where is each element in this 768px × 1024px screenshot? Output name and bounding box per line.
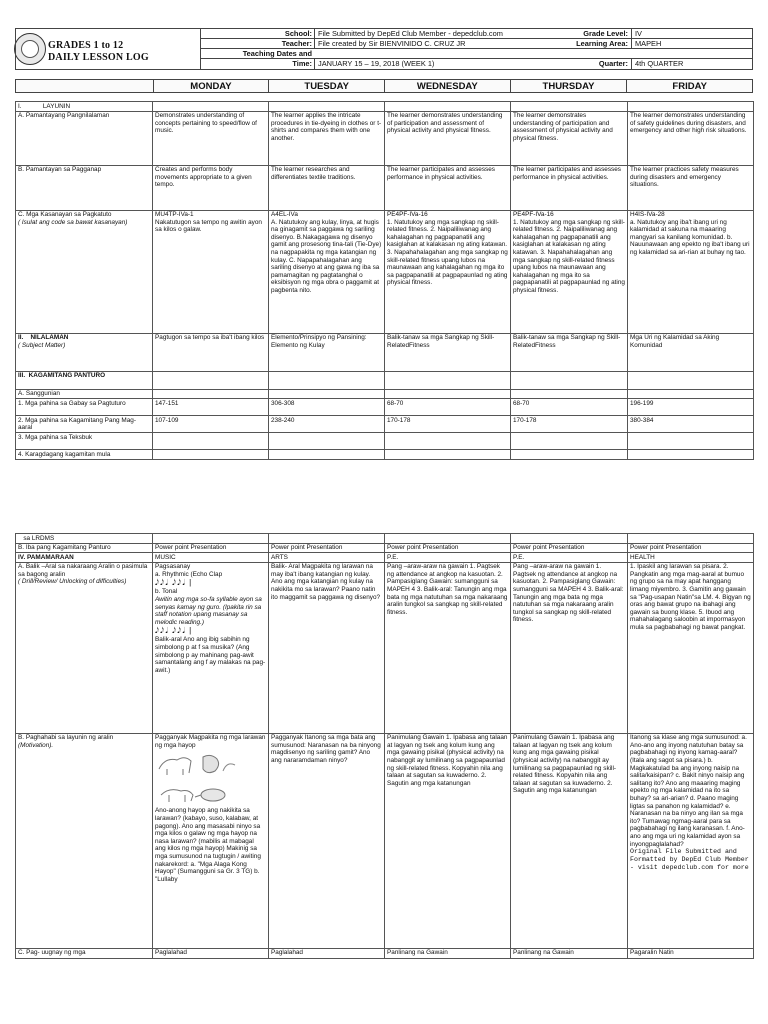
presentation-friday: Pagaralin Natin	[628, 948, 754, 958]
competency-text: a. Natutukoy ang iba't ibang uri ng kalamidad at sakuna na maaaring mangyari sa kanilang komunidad. b. Nauunawaan ang epekto ng iba't ibang uri ng kalamidad sa ari-rian at buhay ng tao.	[630, 218, 750, 257]
rhythm-notation: 𝅘𝅥𝅮𝅘𝅥𝅮𝅘𝅥 𝅘𝅥𝅮𝅘𝅥𝅮𝅘𝅥 |	[155, 578, 193, 588]
gabay-pages-wednesday: 68-70	[385, 399, 511, 416]
lm-pages-wednesday: 170-178	[385, 416, 511, 433]
other-materials-wednesday: Power point Presentation	[385, 543, 511, 553]
empty-cell	[628, 450, 754, 460]
content-standard-tuesday: The learner applies the intricate procedures in tie-dyeing in clothes or t-shirts and compares them with one another.	[269, 111, 385, 165]
empty-cell	[385, 433, 511, 450]
empty-cell	[385, 534, 511, 544]
area-label: Learning Area:	[576, 39, 628, 48]
gabay-label: 1. Mga pahina sa Gabay sa Pagtuturo	[16, 399, 153, 416]
header-rule	[200, 38, 752, 39]
review-thursday: Pang –araw-araw na gawain 1. Pagtsek ng attendance at angkop na kasuotan. 2. Pampasiglang Gawain: sumangguni sa MAPEH 4 3. Balik-aral: Tanungin ang mga bata ng mga natutuhan sa mga nakaraang aralin tungkol sa sangkap ng skill-related fitness.	[511, 562, 628, 733]
lesson-table-top	[15, 101, 754, 460]
dates-value: JANUARY 15 – 19, 2018 (WEEK 1)	[314, 59, 584, 69]
day-thursday: THURSDAY	[510, 80, 627, 92]
title-line-1: GRADES 1 to 12	[48, 40, 124, 51]
table-row	[16, 534, 754, 544]
table-row	[16, 553, 754, 563]
subject-matter-wednesday: Balik-tanaw sa mga Sangkap ng Skill-RelatedFitness	[385, 333, 511, 371]
balik-aral-note: ( Drill/Review/ Unlocking of difficulties)	[18, 578, 127, 586]
header-rule	[200, 58, 752, 59]
subject-matter-tuesday: Elemento/Prinsipyo ng Pansining: Elemento ng Kulay	[269, 333, 385, 371]
table-row	[16, 333, 754, 371]
school-value: File Submitted by DepEd Club Member - depedclub.com	[314, 29, 584, 39]
empty-cell	[385, 371, 511, 389]
grade-label: Grade Level:	[583, 29, 628, 38]
empty-cell	[153, 102, 269, 112]
gabay-pages-tuesday: 306-308	[269, 399, 385, 416]
empty-cell	[628, 389, 754, 399]
table-row	[16, 210, 754, 333]
motivation-friday	[628, 733, 754, 948]
competency-code: MU4TP-IVa-1	[155, 211, 194, 219]
melodic-notation: 𝅘𝅥𝅮𝅘𝅥𝅮𝅘𝅥 𝅘𝅥𝅮𝅘𝅥𝅮𝅘𝅥 |	[155, 626, 193, 636]
review-drill-title: Pagsasanay	[155, 563, 191, 571]
gabay-pages-friday: 196-199	[628, 399, 754, 416]
table-row	[16, 371, 754, 389]
lm-pages-monday: 107-109	[153, 416, 269, 433]
header-info-box	[15, 28, 753, 70]
empty-cell	[511, 102, 628, 112]
day-header-row	[15, 79, 753, 93]
presentation-tuesday: Paglalahad	[269, 948, 385, 958]
subject-friday: HEALTH	[628, 553, 754, 563]
content-standard-monday: Demonstrates understanding of concepts pertaining to speed/flow of music.	[153, 111, 269, 165]
teacher-value: File created by Sir BIENVINIDO C. CRUZ JR	[314, 39, 584, 49]
empty-cell	[628, 102, 754, 112]
animal-drawing-icon	[155, 751, 237, 777]
dates-label-1: Teaching Dates and	[242, 49, 312, 58]
content-standard-thursday: The learner demonstrates understanding of participation and assessment of physical activity and physical fitness.	[511, 111, 628, 165]
empty-cell	[269, 371, 385, 389]
competency-text: 1. Natutukoy ang mga sangkap ng skill-related fitness. 2. Naipaliliwanag ang kahalagahan ng pagpapanatili ang kasiglahan at kalakasan ng ating katawan. 3. Napahahalagahan ang mga sangkap ng skill-related fitness upang lubos na maunawaan ang kahalagahan ng mga ito sa pagpapanatili at pagpapaunlad ng ating physical fitness.	[387, 218, 508, 287]
competency-code: PE4PF-IVa-16	[387, 211, 428, 219]
empty-cell	[153, 534, 269, 544]
competency-text: Nakatutugon sa tempo ng awitin ayon sa kilos o galaw.	[155, 218, 262, 234]
subject-thursday: P.E.	[511, 553, 628, 563]
table-row	[16, 543, 754, 553]
dates-label-2: Time:	[292, 59, 312, 68]
kagamitang-text: KAGAMITANG PANTURO	[28, 372, 106, 380]
performance-standard-wednesday: The learner participates and assesses performance in physical activities.	[385, 165, 511, 210]
presentation-wednesday: Panlinang na Gawain	[385, 948, 511, 958]
title-line-2: DAILY LESSON LOG	[48, 52, 149, 63]
table-row	[16, 165, 754, 210]
pamantayan-sa-pagganap-label: B. Pamantayan sa Pagganap	[16, 165, 153, 210]
review-balik-aral: Balik-aral Ano ang ibig sabihin ng simbolong p at f sa musika? (Ang simbolong p ay mahinang pag-awit samantalang ang f ay malakas na pag-awit.)	[155, 636, 266, 674]
motivation-wednesday: Panimulang Gawain 1. Ipabasa ang talaan at lagyan ng tsek ang kolum kung ang mga gawaing pisikal (physical activity) na nabanggit ay lumilinang sa pagpapaunlad ng skill-related fitness. Kopyahin nila ang talaan at sagutan sa kuwaderno. 2. Sagutin ang mga katanungan	[385, 733, 511, 948]
grade-value: IV	[631, 29, 753, 39]
lrdms-text: sa LRDMS	[23, 534, 55, 542]
layunin-label	[16, 102, 153, 112]
lrdms-label	[16, 534, 153, 544]
review-rhythmic: a. Rhythmic (Echo Clap	[155, 570, 223, 578]
nilalaman-label	[16, 333, 153, 371]
competency-text: 1. Natutukoy ang mga sangkap ng skill-related fitness. 2. Naipaliliwanag ang kahalagahan ng pagpapanatili ang kasiglahan at kalakasan ng ating katawan. 3. Napahahalagahan ang mga sangkap ng skill-related fitness upang lubos na maunawaan ang kahalagahan ng mga ito sa pagpapanatili at pagpapaunlad ng ating physical fitness.	[513, 218, 625, 295]
table-row	[16, 102, 754, 112]
other-materials-tuesday: Power point Presentation	[269, 543, 385, 553]
empty-cell	[269, 534, 385, 544]
header-divider	[200, 29, 201, 69]
subject-matter-friday: Mga Uri ng Kalamidad sa Aking Komunidad	[628, 333, 754, 371]
empty-cell	[511, 534, 628, 544]
motivation-friday-text: Itanong sa klase ang mga sumusunod: a. Ano-ano ang inyong natutuhan batay sa pagbabahagi ng inyong kamag-aaral? (Itala ang sagot sa pisara.) b. Magkakatulad ba ang inyong naisip na salita/kaisipan? c. Bakit ninyo naisip ang salitang ito? Ano ang maaaring maging epekto ng mga kalamidad na ito sa buhay? sa ari-arian? d. Paano maging ligtas sa panahon ng kalamidad? e. Naranasan na ba ninyo ang ilan sa mga ito? Tumawag ngmag-aaral para sa pagbabahagi ng ilang karanasan. f. Ano-ano ang mga uri ng kalamidad ayon sa inyongpaglalahad?	[630, 734, 747, 848]
paghahabi-note: (Motivation).	[18, 741, 54, 749]
competency-thursday	[511, 210, 628, 333]
competency-tuesday	[269, 210, 385, 333]
lm-pages-thursday: 170-178	[511, 416, 628, 433]
table-row	[16, 111, 754, 165]
empty-cell	[511, 450, 628, 460]
animal-drawing-icon	[155, 779, 237, 805]
iba-pang-kagamitan-label: B. Iba pang Kagamitang Panturo	[16, 543, 153, 553]
kasanayan-note: ( Isulat ang code sa bawat kasanayan)	[18, 218, 128, 226]
day-header-blank	[16, 80, 153, 92]
other-materials-friday: Power point Presentation	[628, 543, 754, 553]
table-row	[16, 433, 754, 450]
gabay-pages-monday: 147-151	[153, 399, 269, 416]
empty-cell	[153, 433, 269, 450]
day-tuesday: TUESDAY	[268, 80, 384, 92]
performance-standard-tuesday: The learner researches and differentiates textile traditions.	[269, 165, 385, 210]
competency-code: A4EL-IVa	[271, 211, 298, 219]
kasanayan-title: C. Mga Kasanayan sa Pagkatuto	[18, 211, 112, 219]
day-wednesday: WEDNESDAY	[384, 80, 510, 92]
day-monday: MONDAY	[153, 80, 269, 92]
performance-standard-friday: The learner practices safety measures during disasters and emergency situations.	[628, 165, 754, 210]
review-tonal-text: Awitin ang mga so-fa syllable ayon sa senyas kamay ng guro. (Ipakita rin sa staff notation upang masanay sa melodic reading.)	[155, 596, 262, 626]
competency-code: PE4PF-IVa-16	[513, 211, 554, 219]
nilalaman-text: NILALAMAN	[30, 334, 69, 342]
empty-cell	[511, 389, 628, 399]
subject-matter-thursday: Balik-tanaw sa mga Sangkap ng Skill-RelatedFitness	[511, 333, 628, 371]
empty-cell	[511, 433, 628, 450]
quarter-value: 4th QUARTER	[631, 59, 753, 69]
balik-aral-title: A. Balik –Aral sa nakaraang Aralin o pasimula sa bagong aralin	[18, 563, 148, 578]
table-row	[16, 450, 754, 460]
performance-standard-monday: Creates and performs body movements appropriate to a given tempo.	[153, 165, 269, 210]
review-tuesday: Balik- Aral Magpakita ng larawan na may iba't ibang katangian ng kulay. Ano ang mga katangian ng kulay na nakikita mo sa larawan? Paano natin ito maggamit sa paggawa ng disenyo?	[269, 562, 385, 733]
competency-wednesday	[385, 210, 511, 333]
depedclub-footer-note: Original File Submitted and Formatted by DepEd Club Member - visit depedclub.com for more	[630, 848, 749, 872]
lm-pages-tuesday: 238-240	[269, 416, 385, 433]
subject-tuesday: ARTS	[269, 553, 385, 563]
subject-monday: MUSIC	[153, 553, 269, 563]
gabay-pages-thursday: 68-70	[511, 399, 628, 416]
empty-cell	[385, 450, 511, 460]
other-materials-thursday: Power point Presentation	[511, 543, 628, 553]
empty-cell	[269, 102, 385, 112]
motivation-questions: Ano-anong hayop ang nakikita sa larawan? (kabayo, suso, kalabaw, at pagong). Ano ang masasabi ninyo sa mga kilos o galaw ng mga hayop na nasa larawan? (mabilis at mabagal ang kilos ng mga hayop) Makinig sa mga sumusunod na tugtugin / awiting nakarekord: a. "Mga Alaga Kong Hayop" (Sumangguni sa Gr. 3 TG) b. "Lullaby	[155, 807, 261, 883]
pamantayang-pangnilalaman-label: A. Pamantayang Pangnilalaman	[16, 111, 153, 165]
table-row	[16, 562, 754, 733]
layunin-title: LAYUNIN	[42, 102, 71, 110]
pag-uugnay-label: C. Pag- uugnay ng mga	[16, 948, 153, 958]
empty-cell	[628, 433, 754, 450]
review-friday: 1. Ipaskil ang larawan sa pisara. 2. Pangkatin ang mga mag-aaral at bumuo ng grupo sa na may apat hanggang limang miyembro. 3. Gamitin ang gawain sa "Pag-usapan Natin"sa LM. 4. Bigyan ng oras ang bawat grupo na ibahagi ang gawain sa buong klase. 5. Ibuod ang mahahalagang saloobin at impormasyon mula sa pagbabahagi ng bawat pangkat.	[628, 562, 754, 733]
competency-monday	[153, 210, 269, 333]
competency-friday	[628, 210, 754, 333]
school-label: School:	[284, 29, 312, 38]
motivation-intro: Pagganyak Magpakita ng mga larawan ng mga hayop	[155, 734, 266, 749]
subject-wednesday: P.E.	[385, 553, 511, 563]
kasanayan-label	[16, 210, 153, 333]
competency-text: A. Natutukoy ang kulay, linya, at hugis na ginagamit sa paggawa ng sariling disenyo. B.Nakagagawa ng disenyo gamit ang prosesong tina-tali (Tie-Dye) na nagpapakita ng mga katangian ng kulay. C. Napapahalagahan ang sariling disenyo at ang gawa ng iba sa pamamagitan ng pagtatanghal o eksibisyon ng mga obra o paggamit at pagbenta nito.	[271, 218, 382, 295]
review-monday	[153, 562, 269, 733]
empty-cell	[153, 371, 269, 389]
empty-cell	[385, 389, 511, 399]
area-value: MAPEH	[631, 39, 753, 49]
table-row	[16, 733, 754, 948]
sanggunian-label: A. Sanggunian	[16, 389, 153, 399]
motivation-tuesday: Pagganyak Itanong sa mga bata ang sumusunod: Naranasan na ba ninyong magdisenyo ng sariling gamit? Ano ang nararamdaman ninyo?	[269, 733, 385, 948]
empty-cell	[385, 102, 511, 112]
empty-cell	[269, 433, 385, 450]
empty-cell	[628, 534, 754, 544]
lm-pages-friday: 380-384	[628, 416, 754, 433]
layunin-num: I.	[18, 102, 22, 110]
motivation-monday	[153, 733, 269, 948]
day-friday: FRIDAY	[626, 80, 752, 92]
review-wednesday: Pang –araw-araw na gawain 1. Pagtsek ng attendance at angkop na kasuotan. 2. Pampasiglang Gawain: sumangguni sa MAPEH 4 3. Balik-aral: Tanungin ang mga bata ng mga natutuhan sa mga nakaraang aralin tungkol sa sangkap ng skill-related fitness.	[385, 562, 511, 733]
karagdagang-label: 4. Karagdagang kagamitan mula	[16, 450, 153, 460]
empty-cell	[269, 389, 385, 399]
content-standard-friday: The learner demonstrates understanding of safety guidelines during disasters, and emergency and other high risk situations.	[628, 111, 754, 165]
teacher-label: Teacher:	[281, 39, 312, 48]
presentation-thursday: Panlinang na Gawain	[511, 948, 628, 958]
motivation-thursday: Panimulang Gawain 1. Ipabasa ang talaan at lagyan ng tsek ang kolum kung ang mga gawaing pisikal (physical activity) na nabanggit ay lumilinang sa pagpapaunlad ng skill-related fitness. Kopyahin nila ang talaan at sagutan sa kuwaderno. 2. Sagutin ang mga katanungan	[511, 733, 628, 948]
presentation-monday: Paglalahad	[153, 948, 269, 958]
empty-cell	[628, 371, 754, 389]
pamamaraan-label: IV. PAMAMARAAN	[16, 553, 153, 563]
review-tonal: b. Tonal	[155, 588, 178, 596]
quarter-label: Quarter:	[598, 59, 628, 68]
empty-cell	[511, 371, 628, 389]
empty-cell	[269, 450, 385, 460]
table-row	[16, 948, 754, 958]
empty-cell	[153, 450, 269, 460]
table-row	[16, 399, 754, 416]
performance-standard-thursday: The learner participates and assesses performance in physical activities.	[511, 165, 628, 210]
paghahabi-title: B. Paghahabi sa layunin ng aralin	[18, 734, 114, 742]
table-row	[16, 416, 754, 433]
teksbuk-label: 3. Mga pahina sa Teksbuk	[16, 433, 153, 450]
competency-code: H4IS-IVa-28	[630, 211, 665, 219]
subject-matter-monday: Pagtugon sa tempo sa iba't ibang kilos	[153, 333, 269, 371]
other-materials-monday: Power point Presentation	[153, 543, 269, 553]
nilalaman-note: ( Subject Matter)	[18, 341, 66, 349]
kagamitang-label	[16, 371, 153, 389]
content-standard-wednesday: The learner demonstrates understanding of participation and assessment of physical activity and physical fitness.	[385, 111, 511, 165]
table-row	[16, 389, 754, 399]
paghahabi-label	[16, 733, 153, 948]
header-rule	[200, 48, 752, 49]
kagamitang-pang-mag-aaral-label: 2. Mga pahina sa Kagamitang Pang Mag-aaral	[16, 416, 153, 433]
nilalaman-num: II.	[18, 334, 24, 342]
kagamitang-num: III.	[18, 372, 26, 380]
empty-cell	[153, 389, 269, 399]
balik-aral-label	[16, 562, 153, 733]
nilalaman-title	[18, 334, 150, 342]
lesson-table-bottom	[15, 533, 754, 959]
